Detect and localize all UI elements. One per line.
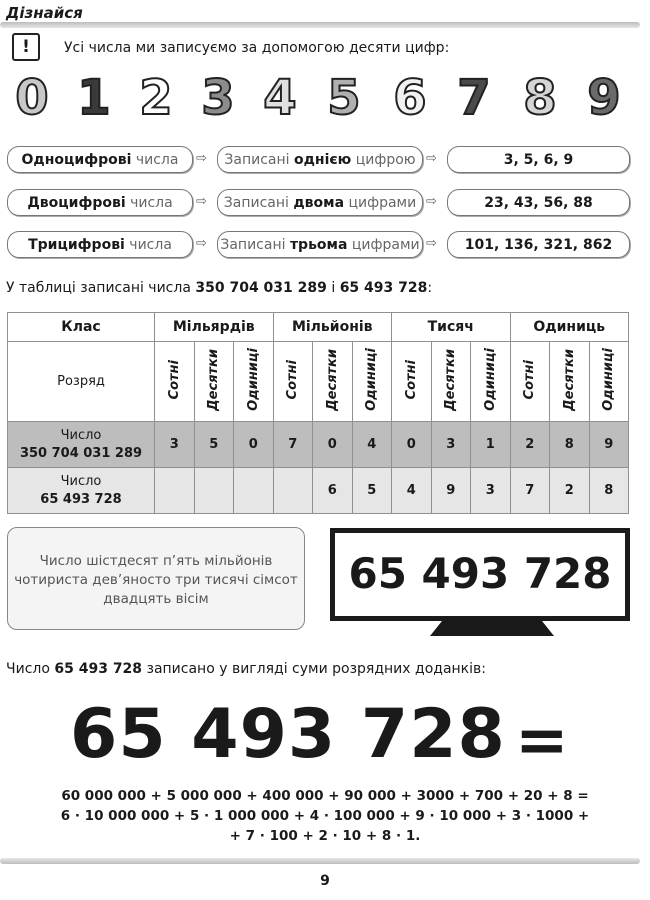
rank-cell: Десятки [313,342,353,422]
digit-cell [273,468,313,514]
description-pill: Записані двома цифрами [217,189,423,216]
category-pill: Трицифрові числа [7,231,193,258]
digit-character: 2 [139,70,173,126]
rank-cell: Одиниці [234,342,274,422]
intro-text: Усі числа ми записуємо за допомогою десяти цифр: [64,40,450,56]
digit-cell: 4 [352,422,392,468]
digit-character: 7 [457,70,491,126]
sum-line: + 7 · 100 + 2 · 10 + 8 · 1. [229,828,421,844]
rank-cell: Сотні [155,342,195,422]
class-header: Клас [8,313,155,342]
digit-cell: 7 [510,468,550,514]
table-intro: У таблиці записані числа 350 704 031 289 і 65 493 728: [6,280,433,296]
arrow-icon: ⇨ [196,151,207,166]
digit-character: 5 [327,70,361,126]
digit-cell: 0 [392,422,432,468]
arrow-icon: ⇨ [426,151,437,166]
rank-cell: Десятки [431,342,471,422]
example-pill: 101, 136, 321, 862 [447,231,630,258]
example-pill: 23, 43, 56, 88 [447,189,630,216]
example-pill: 3, 5, 6, 9 [447,146,630,173]
row-label: Число 65 493 728 [8,468,155,514]
digit-cell [155,468,195,514]
rank-cell: Одиниці [352,342,392,422]
digit-cell: 8 [550,422,590,468]
category-pill: Одноцифрові числа [7,146,193,173]
rank-cell: Десятки [194,342,234,422]
digit-cell: 0 [234,422,274,468]
digit-cell: 5 [194,422,234,468]
digit-cell: 4 [392,468,432,514]
place-value-table [7,312,629,514]
number-in-words: Число шістдесят п’ять мільйонів чотириста дев’яносто три тисячі сімсот двадцять вісім [7,527,305,630]
digit-cell: 0 [313,422,353,468]
sum-intro: Число 65 493 728 записано у вигляді суми розрядних доданків: [6,661,486,677]
digit-character: 0 [15,70,49,126]
rank-cell: Одиниці [589,342,629,422]
arrow-icon: ⇨ [426,236,437,251]
digit-cell [194,468,234,514]
class-billions: Мільярдів [155,313,274,342]
big-number: 65 493 728 [70,695,506,774]
display-stand [430,621,554,636]
digit-cell: 3 [155,422,195,468]
category-pill: Двоцифрові числа [7,189,193,216]
arrow-icon: ⇨ [196,236,207,251]
class-thousands: Тисяч [392,313,511,342]
rank-cell: Десятки [550,342,590,422]
footer-divider [0,858,640,864]
digit-character: 9 [587,70,621,126]
digit-character: 8 [523,70,557,126]
digit-cell: 5 [352,468,392,514]
digit-cell: 3 [471,468,511,514]
description-pill: Записані трьома цифрами [217,231,423,258]
rank-header: Розряд [8,342,155,422]
rank-cell: Сотні [510,342,550,422]
header-divider [0,22,640,28]
digit-character: 3 [201,70,235,126]
digit-cell: 1 [471,422,511,468]
digit-character: 1 [77,70,111,126]
class-units: Одиниць [510,313,629,342]
digit-cell [234,468,274,514]
description-pill: Записані однією цифрою [217,146,423,173]
digit-cell: 8 [589,468,629,514]
arrow-icon: ⇨ [196,194,207,209]
exclamation-icon: ! [12,33,40,61]
sum-line: 6 · 10 000 000 + 5 · 1 000 000 + 4 · 100 000 + 9 · 10 000 + 3 · 1000 + [60,808,590,824]
row-label: Число 350 704 031 289 [8,422,155,468]
digit-character: 4 [263,70,297,126]
digit-cell: 9 [431,468,471,514]
digit-cell: 6 [313,468,353,514]
number-display: 65 493 728 [330,528,630,621]
digit-cell: 2 [550,468,590,514]
rank-cell: Сотні [273,342,313,422]
arrow-icon: ⇨ [426,194,437,209]
digit-characters [0,68,650,136]
digit-cell: 3 [431,422,471,468]
digit-cell: 7 [273,422,313,468]
digit-cell: 2 [510,422,550,468]
page-number: 9 [320,873,330,889]
rank-cell: Сотні [392,342,432,422]
digit-cell: 9 [589,422,629,468]
rank-cell: Одиниці [471,342,511,422]
section-title: Дізнайся [6,4,83,22]
digit-character: 6 [393,70,427,126]
sum-line: 60 000 000 + 5 000 000 + 400 000 + 90 000 + 3000 + 700 + 20 + 8 = [61,788,589,804]
equals-sign: = [515,704,569,778]
class-millions: Мільйонів [273,313,392,342]
